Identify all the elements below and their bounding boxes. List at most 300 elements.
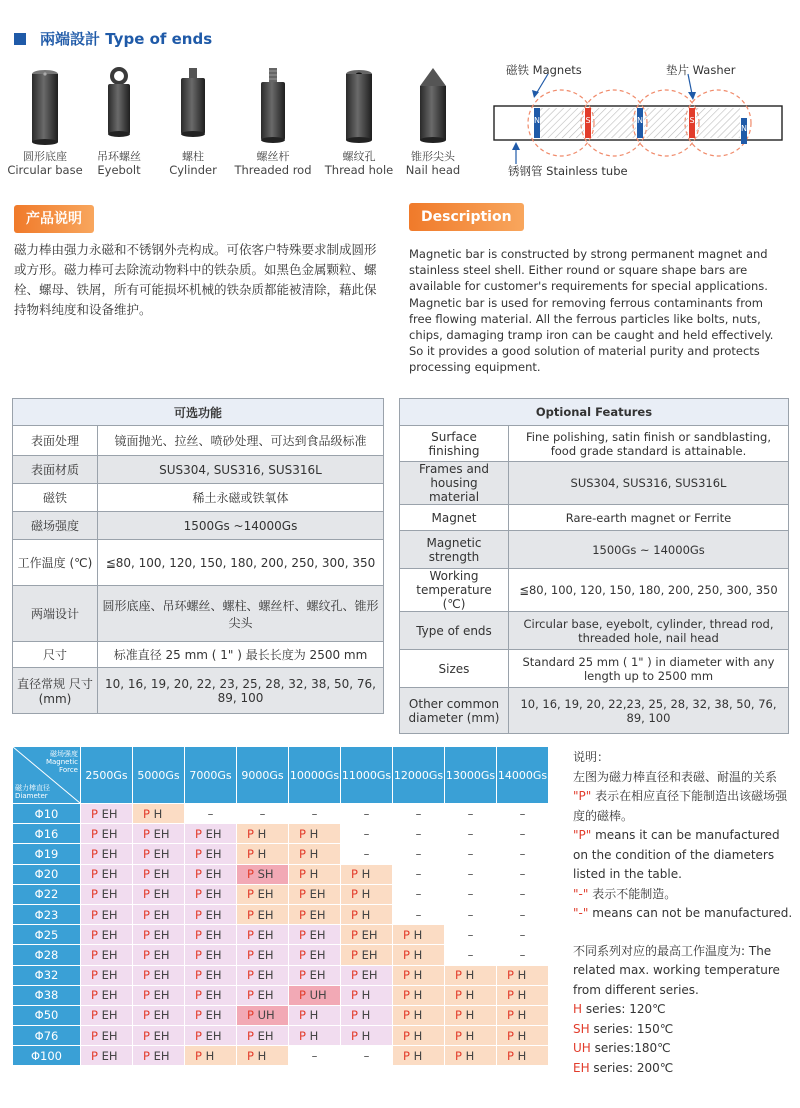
series-code: H <box>409 1008 423 1023</box>
series-code: EH <box>253 887 274 902</box>
grade-cell <box>185 1005 237 1025</box>
p-mark: P <box>299 927 306 942</box>
feature-key: Magnet <box>400 505 509 531</box>
p-mark: "P" <box>573 828 592 842</box>
p-mark: P <box>351 867 358 882</box>
p-mark: P <box>91 887 98 902</box>
series-code: EH <box>97 867 118 882</box>
p-mark: P <box>247 1028 254 1043</box>
notes-series-intro: 不同系列对应的最高工作温度为: The related max. working temperature from different series. <box>573 943 780 997</box>
p-mark: P <box>299 846 306 861</box>
series-code: EH <box>201 887 222 902</box>
diameter-label: Φ32 <box>13 965 81 985</box>
p-mark: P <box>91 907 98 922</box>
end-label-en: Nail head <box>405 163 461 177</box>
grade-cell <box>289 945 341 965</box>
notes-dash-en <box>573 904 795 924</box>
grade-cell: – <box>497 824 549 844</box>
p-mark: P <box>91 968 98 983</box>
series-code: EH <box>305 947 326 962</box>
p-mark: P <box>195 826 202 841</box>
diameter-label: Φ23 <box>13 904 81 924</box>
p-mark: P <box>195 887 202 902</box>
grade-cell: – <box>393 824 445 844</box>
grade-cell <box>81 824 133 844</box>
grade-cell: – <box>497 804 549 824</box>
grade-cell <box>185 864 237 884</box>
series-code: H <box>357 1008 371 1023</box>
grade-row <box>13 844 549 864</box>
grade-cell <box>237 985 289 1005</box>
series-code: EH <box>201 988 222 1003</box>
series-code: H <box>409 988 423 1003</box>
p-mark: P <box>351 1008 358 1023</box>
grade-row <box>13 804 549 824</box>
feature-key: 磁铁 <box>13 484 98 512</box>
diameter-label: Φ22 <box>13 884 81 904</box>
features-table-zh <box>12 398 384 714</box>
notes-dash-zh <box>573 885 795 905</box>
feature-value: SUS304, SUS316, SUS316L <box>98 456 384 484</box>
end-label-en: Eyebolt <box>97 163 141 177</box>
series-code: H <box>305 846 319 861</box>
series-code: EH <box>149 927 170 942</box>
grade-cell <box>185 965 237 985</box>
end-cylinder <box>148 66 238 177</box>
series-code: H <box>409 947 423 962</box>
grade-cell <box>393 1026 445 1046</box>
p-mark: P <box>143 1008 150 1023</box>
series-code: EH <box>97 1008 118 1023</box>
series-code: EH <box>201 846 222 861</box>
p-mark: P <box>143 806 150 821</box>
grade-cell <box>497 985 549 1005</box>
series-code: H <box>409 1048 423 1063</box>
series-code: EH <box>201 927 222 942</box>
grade-cell: – <box>445 945 497 965</box>
feature-key: 工作温度 (℃) <box>13 540 98 586</box>
series-code: EH <box>149 887 170 902</box>
series-code: H <box>357 907 371 922</box>
grade-cell <box>81 1026 133 1046</box>
notes-panel <box>573 748 795 1078</box>
series-item <box>573 1059 795 1079</box>
p-mark: P <box>247 988 254 1003</box>
end-nail-head <box>388 66 478 177</box>
grade-column-header: 5000Gs <box>133 747 185 804</box>
series-code: EH <box>253 907 274 922</box>
grade-row <box>13 904 549 924</box>
feature-value: 标准直径 25 mm ( 1" ) 最长长度为 2500 mm <box>98 642 384 668</box>
p-mark: P <box>91 846 98 861</box>
pole-n-label: N <box>741 124 747 133</box>
grade-cell: – <box>445 804 497 824</box>
grade-cell <box>185 985 237 1005</box>
grade-cell <box>185 844 237 864</box>
p-mark: P <box>91 947 98 962</box>
grade-cell <box>133 864 185 884</box>
p-mark: P <box>143 907 150 922</box>
series-code: EH <box>97 968 118 983</box>
p-mark: P <box>195 907 202 922</box>
grade-cell <box>341 1026 393 1046</box>
series-code: EH <box>253 947 274 962</box>
grade-row <box>13 965 549 985</box>
p-mark: P <box>247 887 254 902</box>
grade-cell: – <box>497 844 549 864</box>
diameter-label: Φ16 <box>13 824 81 844</box>
grade-cell <box>445 1026 497 1046</box>
dash-mark: "-" <box>573 906 589 920</box>
series-item <box>573 1020 795 1040</box>
p-mark: P <box>247 968 254 983</box>
grade-cell <box>341 925 393 945</box>
grade-cell <box>185 945 237 965</box>
series-code: EH <box>97 927 118 942</box>
grade-cell: – <box>445 925 497 945</box>
grade-cell: – <box>497 925 549 945</box>
magnets-label: 磁铁 Magnets <box>506 63 582 77</box>
grade-cell <box>185 904 237 924</box>
series-code: EH <box>149 846 170 861</box>
dash-mark: "-" <box>573 886 589 901</box>
series-code: H <box>357 1028 371 1043</box>
feature-key: 表面材质 <box>13 456 98 484</box>
p-mark: P <box>455 968 462 983</box>
grade-cell <box>289 1026 341 1046</box>
series-code: EH <box>149 1048 170 1063</box>
p-mark: P <box>299 907 306 922</box>
grade-cell <box>393 985 445 1005</box>
p-mark: P <box>143 988 150 1003</box>
end-label-en: Cylinder <box>169 163 217 177</box>
series-code: H <box>461 1008 475 1023</box>
series-code: H <box>409 968 423 983</box>
p-mark: P <box>351 1028 358 1043</box>
series-code: EH <box>357 927 378 942</box>
feature-key: Working temperature (℃) <box>400 569 509 612</box>
p-mark: P <box>351 988 358 1003</box>
grade-cell <box>133 804 185 824</box>
series-code: H <box>573 1002 583 1016</box>
grade-cell <box>393 1005 445 1025</box>
p-mark: P <box>455 988 462 1003</box>
grade-column-header: 14000Gs <box>497 747 549 804</box>
series-code: EH <box>357 947 378 962</box>
p-mark: P <box>195 927 202 942</box>
p-mark: P <box>351 887 358 902</box>
diameter-label: Φ100 <box>13 1046 81 1066</box>
p-mark: P <box>247 907 254 922</box>
p-mark: P <box>455 1048 462 1063</box>
series-code: H <box>513 988 527 1003</box>
p-mark: P <box>143 927 150 942</box>
grade-cell: – <box>393 884 445 904</box>
grade-cell: – <box>445 824 497 844</box>
p-mark: P <box>507 1008 514 1023</box>
grade-cell <box>341 864 393 884</box>
grade-table-corner <box>13 747 81 804</box>
section-title: 兩端設計 Type of ends <box>40 30 213 48</box>
grade-cell <box>341 945 393 965</box>
threaded-rod-icon <box>253 66 293 146</box>
grade-cell <box>81 965 133 985</box>
series-code: H <box>513 968 527 983</box>
p-mark: P <box>195 988 202 1003</box>
p-mark: P <box>351 947 358 962</box>
p-mark: P <box>247 826 254 841</box>
grade-cell: – <box>341 1046 393 1066</box>
series-code: EH <box>253 968 274 983</box>
product-description-zh: 磁力棒由强力永磁和不锈钢外壳构成。可依客户特殊要求制成圆形或方形。磁力棒可去除流动物料中的铁杂质。如黑色金属颗粒、螺栓、螺母、铁屑，所有可能损坏机械的铁杂质都能被清除，藉此保持物料纯度和设备维护。 <box>14 242 377 317</box>
series-code: EH <box>149 907 170 922</box>
grade-column-header: 11000Gs <box>341 747 393 804</box>
p-mark: P <box>507 1028 514 1043</box>
series-code: H <box>513 1048 527 1063</box>
p-mark: P <box>299 887 306 902</box>
p-mark: P <box>195 947 202 962</box>
p-mark: P <box>91 867 98 882</box>
grade-cell <box>81 904 133 924</box>
grade-cell <box>341 1005 393 1025</box>
series-code: H <box>305 1008 319 1023</box>
grade-row <box>13 1026 549 1046</box>
grade-cell <box>133 904 185 924</box>
series-item <box>573 1000 795 1020</box>
grade-cell: – <box>445 884 497 904</box>
grade-cell <box>393 965 445 985</box>
grade-row <box>13 1046 549 1066</box>
grade-cell <box>237 864 289 884</box>
feature-value: 10, 16, 19, 20, 22, 23, 25, 28, 32, 38, 50, 76, 89, 100 <box>98 668 384 714</box>
series-code: EH <box>149 988 170 1003</box>
grade-cell <box>341 965 393 985</box>
p-mark: P <box>455 1008 462 1023</box>
series-code: EH <box>253 988 274 1003</box>
end-label-zh: 圆形底座 <box>23 150 67 163</box>
pole-n-label: N <box>637 116 643 125</box>
grade-cell: – <box>497 945 549 965</box>
end-threaded-rod <box>228 66 318 177</box>
grade-cell <box>185 925 237 945</box>
series-code: EH <box>253 1028 274 1043</box>
p-mark: P <box>507 1048 514 1063</box>
grade-cell <box>133 965 185 985</box>
grade-cell <box>237 945 289 965</box>
p-mark: P <box>195 1028 202 1043</box>
grade-cell <box>393 945 445 965</box>
grade-cell <box>289 965 341 985</box>
p-mark: P <box>351 968 358 983</box>
feature-key: Frames and housing material <box>400 462 509 505</box>
stainless-tube-label: 锈钢管 Stainless tube <box>508 164 628 178</box>
grade-cell <box>81 1005 133 1025</box>
grade-cell: – <box>497 904 549 924</box>
grade-cell <box>133 925 185 945</box>
p-mark: P <box>299 867 306 882</box>
series-code: H <box>305 867 319 882</box>
grade-cell <box>133 1026 185 1046</box>
grade-row <box>13 824 549 844</box>
grade-cell <box>289 1005 341 1025</box>
thread-hole-icon <box>339 66 379 146</box>
grade-cell <box>185 1026 237 1046</box>
series-code: H <box>357 887 371 902</box>
grade-cell <box>237 824 289 844</box>
series-code: H <box>253 826 267 841</box>
grade-cell: – <box>393 864 445 884</box>
grade-cell <box>81 925 133 945</box>
magnet-structure-diagram <box>488 56 788 186</box>
series-code: EH <box>305 927 326 942</box>
grade-cell <box>289 824 341 844</box>
grade-cell <box>81 985 133 1005</box>
grade-row <box>13 985 549 1005</box>
p-mark: P <box>455 1028 462 1043</box>
p-mark: P <box>143 826 150 841</box>
grade-column-header: 12000Gs <box>393 747 445 804</box>
p-mark: P <box>91 1048 98 1063</box>
section-header <box>14 28 212 49</box>
series-temp: series: 200℃ <box>589 1060 674 1075</box>
series-code: H <box>409 927 423 942</box>
grade-cell <box>237 884 289 904</box>
series-item <box>573 1039 795 1059</box>
notes-p-zh <box>573 787 795 826</box>
series-code: SH <box>253 867 274 882</box>
feature-value: 圆形底座、吊环螺丝、螺柱、螺丝杆、螺纹孔、锥形尖头 <box>98 586 384 642</box>
grade-cell: – <box>497 884 549 904</box>
diameter-label: Φ50 <box>13 1005 81 1025</box>
product-description-en: Magnetic bar is constructed by strong permanent magnet and stainless steel shell. Either round or square shape bars are available for customer's requirements for special applications. Magnetic bar is used for removing ferrous contaminants from free flowing material. All the ferrous particles like bolts, nuts, chips, damaging tramp iron can be caught and held effectively. So it provides a good solution of material purity and protects processing equipment. <box>409 247 774 375</box>
grade-cell <box>133 945 185 965</box>
diameter-label: Φ10 <box>13 804 81 824</box>
series-code: EH <box>97 947 118 962</box>
grade-cell <box>133 985 185 1005</box>
corner-bottom-label: 磁力棒直径 Diameter <box>15 784 50 800</box>
grade-cell: – <box>497 864 549 884</box>
p-mark: P <box>403 988 410 1003</box>
notes-p-en-text: means it can be manufactured on the condition of the diameters listed in the table. <box>573 828 780 881</box>
feature-value: Standard 25 mm ( 1" ) in diameter with any length up to 2500 mm <box>509 650 789 688</box>
series-code: EH <box>201 1008 222 1023</box>
p-mark: P <box>299 1008 306 1023</box>
pole-s-label: S <box>585 116 591 125</box>
end-label-zh: 吊环螺丝 <box>97 150 141 163</box>
series-code: H <box>461 1048 475 1063</box>
grade-cell: – <box>341 824 393 844</box>
series-code: H <box>201 1048 215 1063</box>
series-code: EH <box>305 968 326 983</box>
grade-cell <box>133 884 185 904</box>
series-temp: series: 150℃ <box>589 1021 674 1036</box>
diameter-label: Φ25 <box>13 925 81 945</box>
p-mark: P <box>143 867 150 882</box>
notes-p-en <box>573 826 795 885</box>
feature-value: 镜面抛光、拉丝、喷砂处理、可达到食品级标准 <box>98 426 384 456</box>
p-mark: P <box>403 1028 410 1043</box>
series-code: H <box>461 988 475 1003</box>
series-code: EH <box>97 907 118 922</box>
feature-value: Fine polishing, satin finish or sandblasting, food grade standard is attainable. <box>509 426 789 462</box>
p-mark: P <box>299 826 306 841</box>
pole-s-label: S <box>689 116 695 125</box>
grade-row <box>13 1005 549 1025</box>
feature-key: 磁场强度 <box>13 512 98 540</box>
p-mark: P <box>507 988 514 1003</box>
series-temp: series: 120℃ <box>582 1002 666 1016</box>
grade-column-header: 9000Gs <box>237 747 289 804</box>
series-code: H <box>513 1008 527 1023</box>
grade-cell <box>237 1046 289 1066</box>
grade-cell <box>445 1046 497 1066</box>
eyebolt-icon <box>99 66 139 146</box>
series-code: EH <box>149 947 170 962</box>
grade-column-header: 7000Gs <box>185 747 237 804</box>
grade-cell: – <box>393 804 445 824</box>
grade-cell <box>133 824 185 844</box>
feature-value: Rare-earth magnet or Ferrite <box>509 505 789 531</box>
diameter-label: Φ28 <box>13 945 81 965</box>
nail-head-icon <box>413 66 453 146</box>
series-code: EH <box>97 826 118 841</box>
series-temp: series:180℃ <box>590 1041 671 1055</box>
grade-cell <box>289 904 341 924</box>
p-mark: P <box>247 846 254 861</box>
feature-value: ≦80, 100, 120, 150, 180, 200, 250, 300, 350 <box>509 569 789 612</box>
series-code: EH <box>201 867 222 882</box>
series-code: EH <box>149 867 170 882</box>
feature-value: Circular base, eyebolt, cylinder, thread rod, threaded hole, nail head <box>509 612 789 650</box>
series-code: EH <box>201 1028 222 1043</box>
notes-dash-zh-text: 表示不能制造。 <box>588 886 677 901</box>
series-code: EH <box>201 947 222 962</box>
p-mark: P <box>299 1028 306 1043</box>
p-mark: P <box>91 1028 98 1043</box>
grade-row <box>13 864 549 884</box>
grade-cell <box>133 1005 185 1025</box>
series-code: EH <box>149 968 170 983</box>
grade-cell <box>81 945 133 965</box>
diameter-label: Φ20 <box>13 864 81 884</box>
end-label-en: Circular base <box>7 163 83 177</box>
series-code: H <box>253 1048 267 1063</box>
series-code: EH <box>201 826 222 841</box>
grade-cell: – <box>445 844 497 864</box>
p-mark: P <box>507 968 514 983</box>
grade-cell <box>237 1005 289 1025</box>
grade-cell <box>393 925 445 945</box>
series-code: EH <box>149 1028 170 1043</box>
series-code: UH <box>253 1008 275 1023</box>
grade-cell <box>185 824 237 844</box>
p-mark: P <box>247 867 254 882</box>
feature-key: 表面处理 <box>13 426 98 456</box>
series-code: EH <box>573 1060 590 1075</box>
p-mark: P <box>91 1008 98 1023</box>
feature-value: 稀土永磁或铁氧体 <box>98 484 384 512</box>
end-label-en: Threaded rod <box>234 163 312 177</box>
p-mark: P <box>351 907 358 922</box>
diameter-label: Φ38 <box>13 985 81 1005</box>
series-list <box>573 1000 795 1078</box>
series-code: EH <box>201 968 222 983</box>
header-square-icon <box>14 33 26 45</box>
feature-value: SUS304, SUS316, SUS316L <box>509 462 789 505</box>
end-label-zh: 螺纹孔 <box>342 150 376 163</box>
p-mark: P <box>195 1048 202 1063</box>
series-code: EH <box>305 907 326 922</box>
